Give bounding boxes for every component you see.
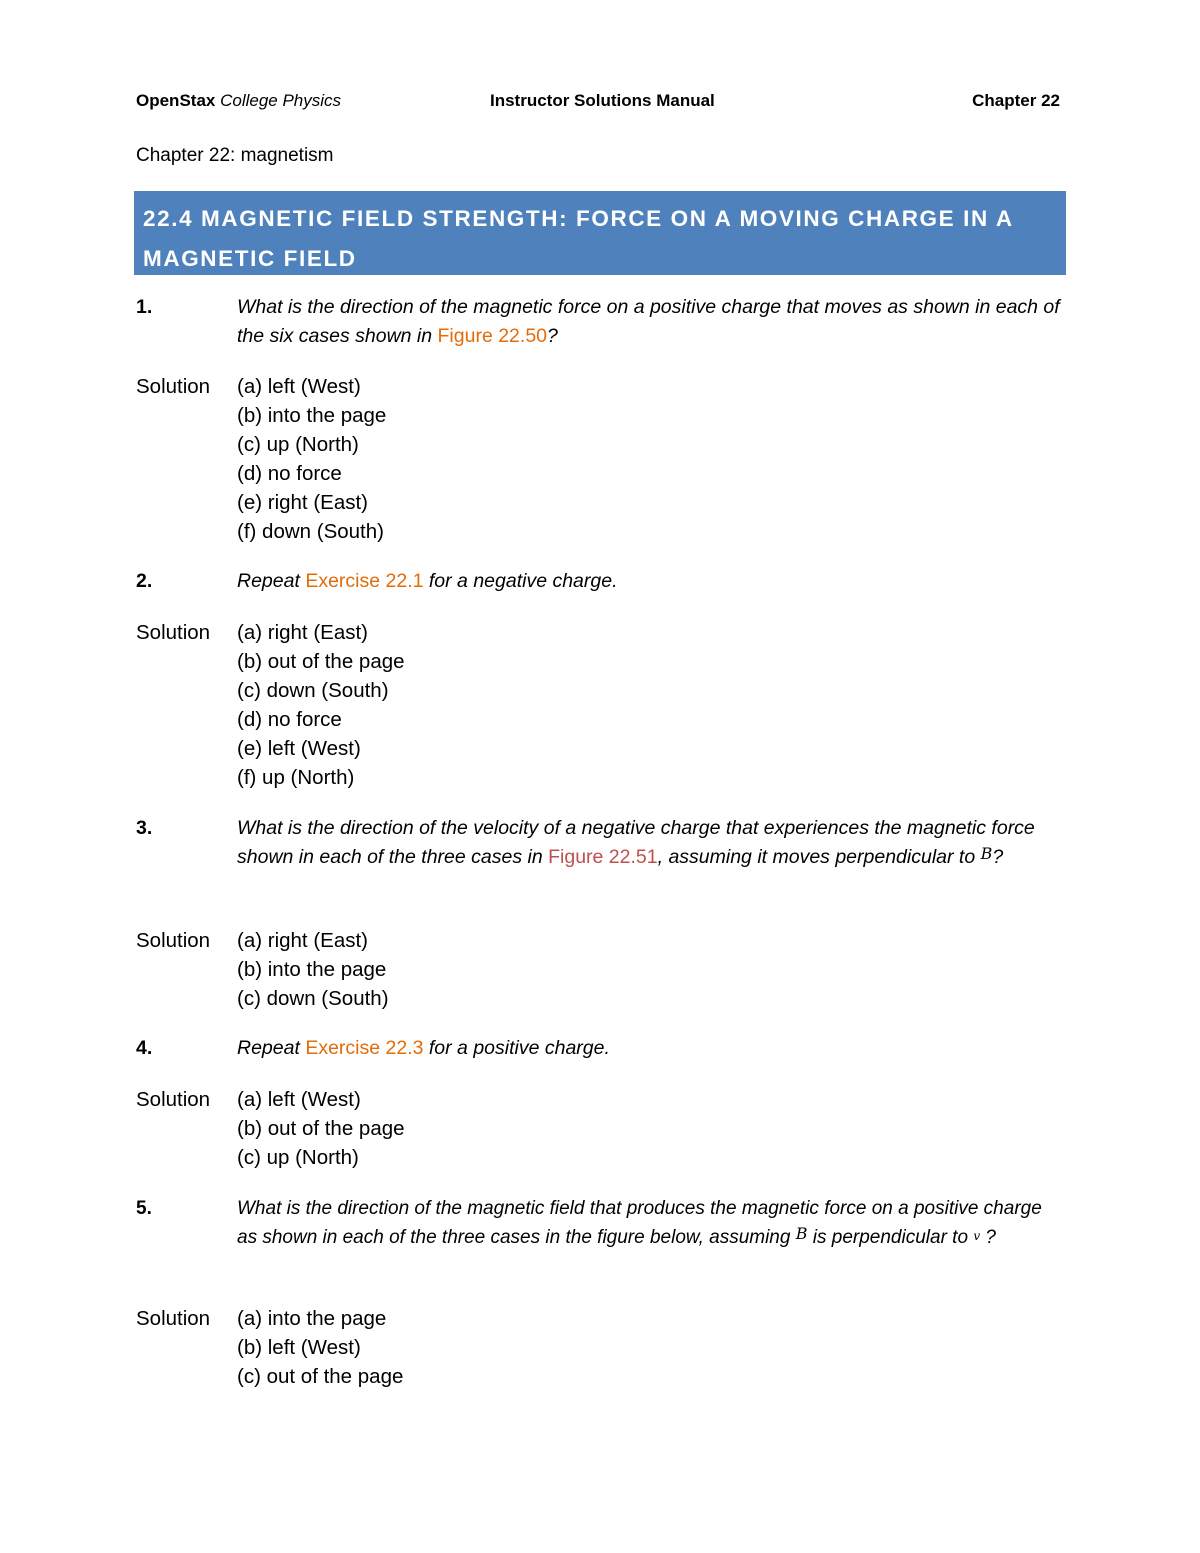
exercise-3 bbox=[136, 814, 1066, 872]
section-title: 22.4 MAGNETIC FIELD STRENGTH: FORCE ON A MOVING CHARGE IN A MAGNETIC FIELD bbox=[143, 206, 1013, 271]
section-banner bbox=[134, 191, 1066, 275]
magnetic-field-symbol: B bbox=[980, 844, 993, 863]
answer-item: (c) down (South) bbox=[237, 679, 389, 702]
exercise-link[interactable]: Exercise 22.3 bbox=[305, 1037, 424, 1059]
solution-4 bbox=[136, 1085, 1066, 1172]
figure-link[interactable]: Figure 22.51 bbox=[548, 846, 658, 868]
exercise-link[interactable]: Exercise 22.1 bbox=[305, 570, 424, 592]
header-book-title: OpenStax College Physics bbox=[136, 91, 342, 110]
magnetic-field-symbol: B bbox=[795, 1224, 808, 1243]
answer-item: (e) right (East) bbox=[237, 491, 368, 514]
solution-label: Solution bbox=[136, 375, 211, 398]
answer-item: (a) right (East) bbox=[237, 621, 368, 644]
exercise-2 bbox=[136, 567, 1066, 596]
solution-5 bbox=[136, 1304, 1066, 1391]
answer-item: (b) out of the page bbox=[237, 1117, 405, 1140]
exercise-number: 2. bbox=[136, 570, 153, 592]
figure-link[interactable]: Figure 22.50 bbox=[437, 325, 548, 347]
answer-item: (a) left (West) bbox=[237, 1088, 361, 1111]
solution-label: Solution bbox=[136, 621, 211, 644]
answer-item: (d) no force bbox=[237, 462, 342, 485]
solution-1 bbox=[136, 372, 1066, 546]
answer-item: (a) right (East) bbox=[237, 929, 368, 952]
solution-label: Solution bbox=[136, 1088, 211, 1111]
answer-item: (c) out of the page bbox=[237, 1365, 404, 1388]
answer-item: (b) out of the page bbox=[237, 650, 405, 673]
answer-item: (e) left (West) bbox=[237, 737, 361, 760]
solution-label: Solution bbox=[136, 1307, 211, 1330]
solution-2 bbox=[136, 618, 1066, 792]
answer-item: (c) up (North) bbox=[237, 433, 359, 456]
answer-item: (f) up (North) bbox=[237, 766, 355, 789]
exercise-number: 1. bbox=[136, 296, 153, 318]
exercise-question: Repeat Exercise 22.3 for a positive charge. bbox=[237, 1037, 610, 1059]
answer-item: (b) into the page bbox=[237, 958, 387, 981]
exercise-5 bbox=[136, 1194, 1066, 1254]
answer-item: (f) down (South) bbox=[237, 520, 384, 543]
solution-3 bbox=[136, 926, 1066, 1013]
exercise-question: What is the direction of the magnetic force on a positive charge that moves as shown in each of the six cases shown in Figure 22.50? bbox=[237, 296, 1060, 347]
exercise-question: Repeat Exercise 22.1 for a negative charge. bbox=[237, 570, 618, 592]
solution-label: Solution bbox=[136, 929, 211, 952]
answer-item: (c) up (North) bbox=[237, 1146, 359, 1169]
exercise-number: 5. bbox=[136, 1198, 152, 1219]
exercise-question: What is the direction of the magnetic field that produces the magnetic force on a positive charge as shown in each of the three cases in the figure below, assuming $^B$ is perpendicular to v ? bbox=[237, 1198, 1042, 1248]
answer-item: (d) no force bbox=[237, 708, 342, 731]
answer-item: (b) left (West) bbox=[237, 1336, 361, 1359]
answer-item: (b) into the page bbox=[237, 404, 387, 427]
header-chapter: Chapter 22 bbox=[972, 91, 1060, 110]
exercise-4 bbox=[136, 1034, 1066, 1063]
velocity-symbol: v bbox=[973, 1229, 981, 1243]
exercise-number: 4. bbox=[136, 1037, 153, 1059]
answer-item: (a) into the page bbox=[237, 1307, 387, 1330]
exercise-number: 3. bbox=[136, 817, 153, 839]
exercise-question: What is the direction of the velocity of a negative charge that experiences the magnetic force shown in each of the three cases in Figure 22.51, assuming it moves perpendicular to $^B$? bbox=[237, 817, 1035, 868]
exercise-1 bbox=[136, 293, 1066, 351]
header-manual-title: Instructor Solutions Manual bbox=[490, 91, 715, 110]
answer-item: (c) down (South) bbox=[237, 987, 389, 1010]
chapter-title: Chapter 22: magnetism bbox=[136, 145, 334, 166]
answer-item: (a) left (West) bbox=[237, 375, 361, 398]
